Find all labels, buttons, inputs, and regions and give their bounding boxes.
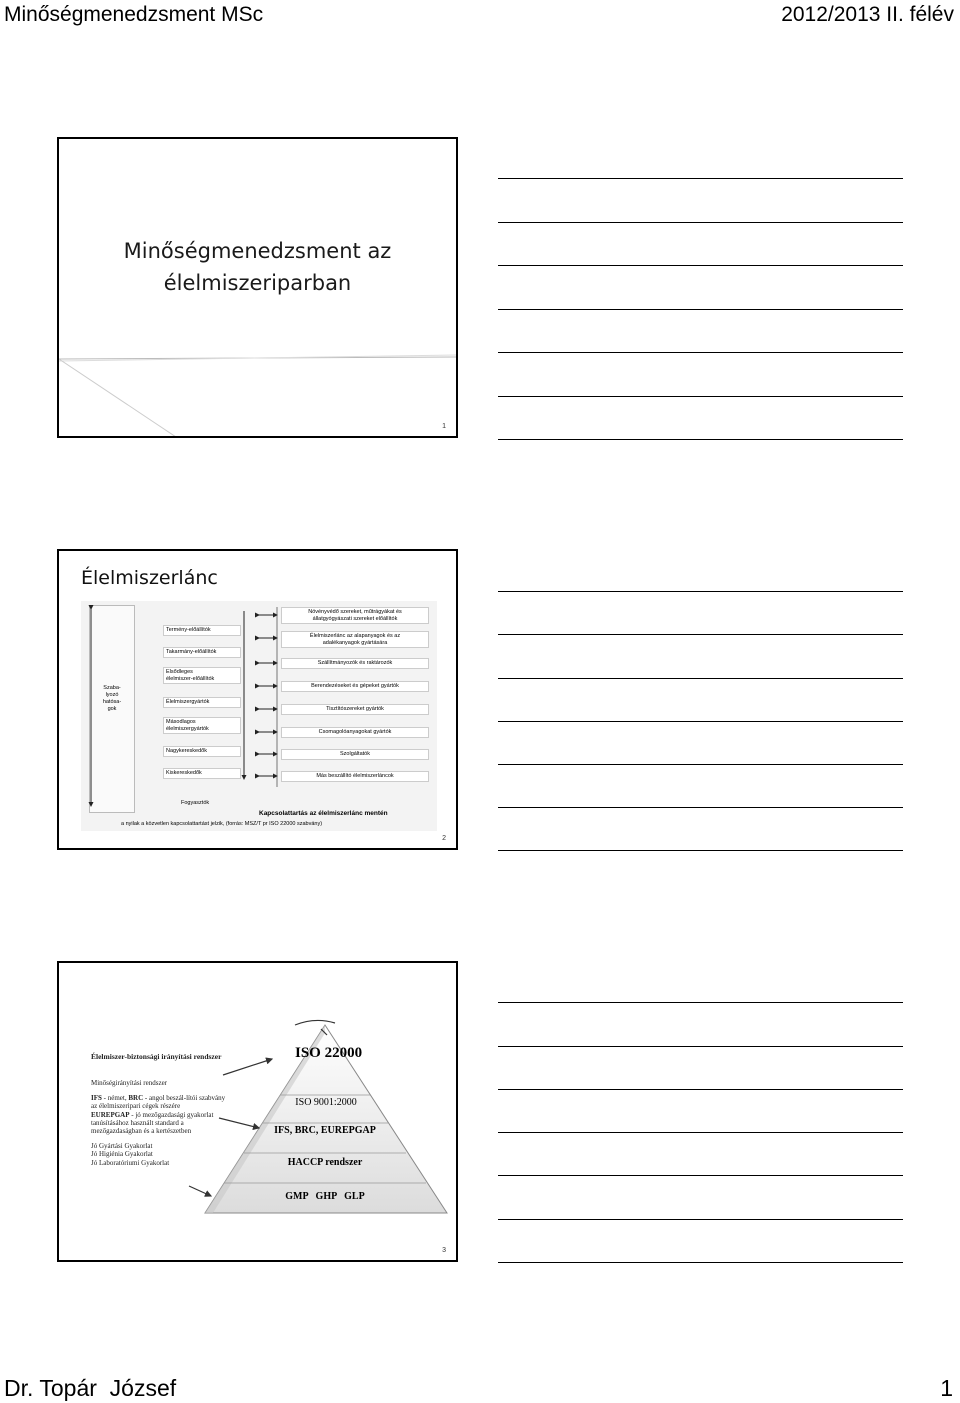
- slide-1-decoration: [59, 353, 456, 438]
- regulator-label: Szaba- lyozó hatósa- gok: [102, 685, 122, 712]
- slide-3-left-p2: [91, 1094, 231, 1136]
- chain-right-item: Szállítmányozók és raktározók: [281, 658, 429, 669]
- slide-1: [57, 137, 458, 438]
- slide-3-left-p5: Jó Laboratóriumi Gyakorlat: [91, 1158, 170, 1167]
- slide-3-left-p1: Minőségirányítási rendszer: [91, 1079, 168, 1088]
- slide-3-description: [91, 1053, 231, 1167]
- chain-right-item: Növényvédő szereket, műtrágyákat és állatgyógyászati szereket előállítók: [281, 607, 429, 624]
- brc-desc: - angol beszál-lítói szabvány az élelmiszeripari cégek részére: [91, 1093, 226, 1111]
- page-number: 1: [940, 1375, 953, 1401]
- pyramid-level-gmp: GMP GHP GLP: [285, 1191, 365, 1202]
- slide-1-number: 1: [442, 423, 446, 430]
- slide-1-title-line1: Minőségmenedzsment az: [123, 239, 392, 263]
- slide-3-left-p3: Jó Gyártási Gyakorlat: [91, 1141, 153, 1150]
- author: Dr. Topár József: [4, 1375, 177, 1401]
- slide-2-number: 2: [442, 835, 446, 842]
- pyramid-level-haccp: HACCP rendszer: [287, 1157, 363, 1168]
- chain-left-item: Termény-előállítók: [163, 625, 241, 636]
- eurepgap-term: EUREPGAP: [91, 1110, 130, 1119]
- eurepgap-desc: - jó mezőgazdasági gyakorlat tanúsításához használt standard a mezőgazdaságban és a kertészetben: [91, 1110, 214, 1136]
- chain-left-item: Élelmiszergyártók: [163, 697, 241, 708]
- chain-right-item: Más beszállító élelmiszerláncok: [281, 771, 429, 782]
- slide-3-left-p4: Jó Higiénia Gyakorlat: [91, 1150, 153, 1159]
- semester: 2012/2013 II. félév: [781, 3, 954, 26]
- chain-right-item: Szolgáltatók: [281, 749, 429, 760]
- chain-right-item: Tisztítószereket gyártók: [281, 704, 429, 715]
- slide-3: [57, 961, 458, 1262]
- pyramid-level-ifs: IFS, BRC, EUREPGAP: [274, 1125, 376, 1136]
- chain-arrows: [81, 601, 437, 831]
- pyramid-level-iso22000: ISO 22000: [295, 1045, 363, 1061]
- chain-left-item: Másodlagos élelmiszergyártók: [163, 717, 241, 734]
- chain-caption-title: Kapcsolattartás az élelmiszerlánc mentén: [259, 810, 388, 817]
- chain-right-item: Csomagolóanyagokat gyártók: [281, 727, 429, 738]
- chain-left-item: Elsődleges élelmiszer-előállítók: [163, 667, 241, 684]
- slide-1-title-line2: élelmiszeriparban: [163, 271, 352, 295]
- ifs-term: IFS: [91, 1093, 102, 1102]
- pyramid-level-iso9001: ISO 9001:2000: [295, 1097, 357, 1108]
- chain-left-item: Takarmány-előállítók: [163, 647, 241, 658]
- chain-consumers: Fogyasztók: [181, 800, 210, 806]
- slide-1-title: [59, 235, 456, 299]
- ifs-desc: - német,: [101, 1093, 129, 1102]
- chain-right-item: Élelmiszerlánc az alapanyagok és az adalékanyagok gyártására: [281, 631, 429, 648]
- chain-left-item: Kiskereskedők: [163, 768, 241, 779]
- chain-left-item: Nagykereskedők: [163, 746, 241, 757]
- brc-term: BRC: [128, 1093, 144, 1102]
- slide-2: [57, 549, 458, 850]
- slide-3-number: 3: [442, 1247, 446, 1254]
- chain-caption-source: a nyilak a közvetlen kapcsolattartást jelzik, (forrás: MSZ/T pr ISO 22000 szabvány): [121, 821, 323, 827]
- chain-right-item: Berendezéseket és gépeket gyártók: [281, 681, 429, 692]
- food-chain-diagram: [81, 601, 437, 831]
- slide-3-left-title: Élelmiszer-biztonsági irányítási rendszer: [91, 1052, 222, 1061]
- slide-2-title: Élelmiszerlánc: [81, 567, 218, 589]
- course-title: Minőségmenedzsment MSc: [4, 3, 264, 26]
